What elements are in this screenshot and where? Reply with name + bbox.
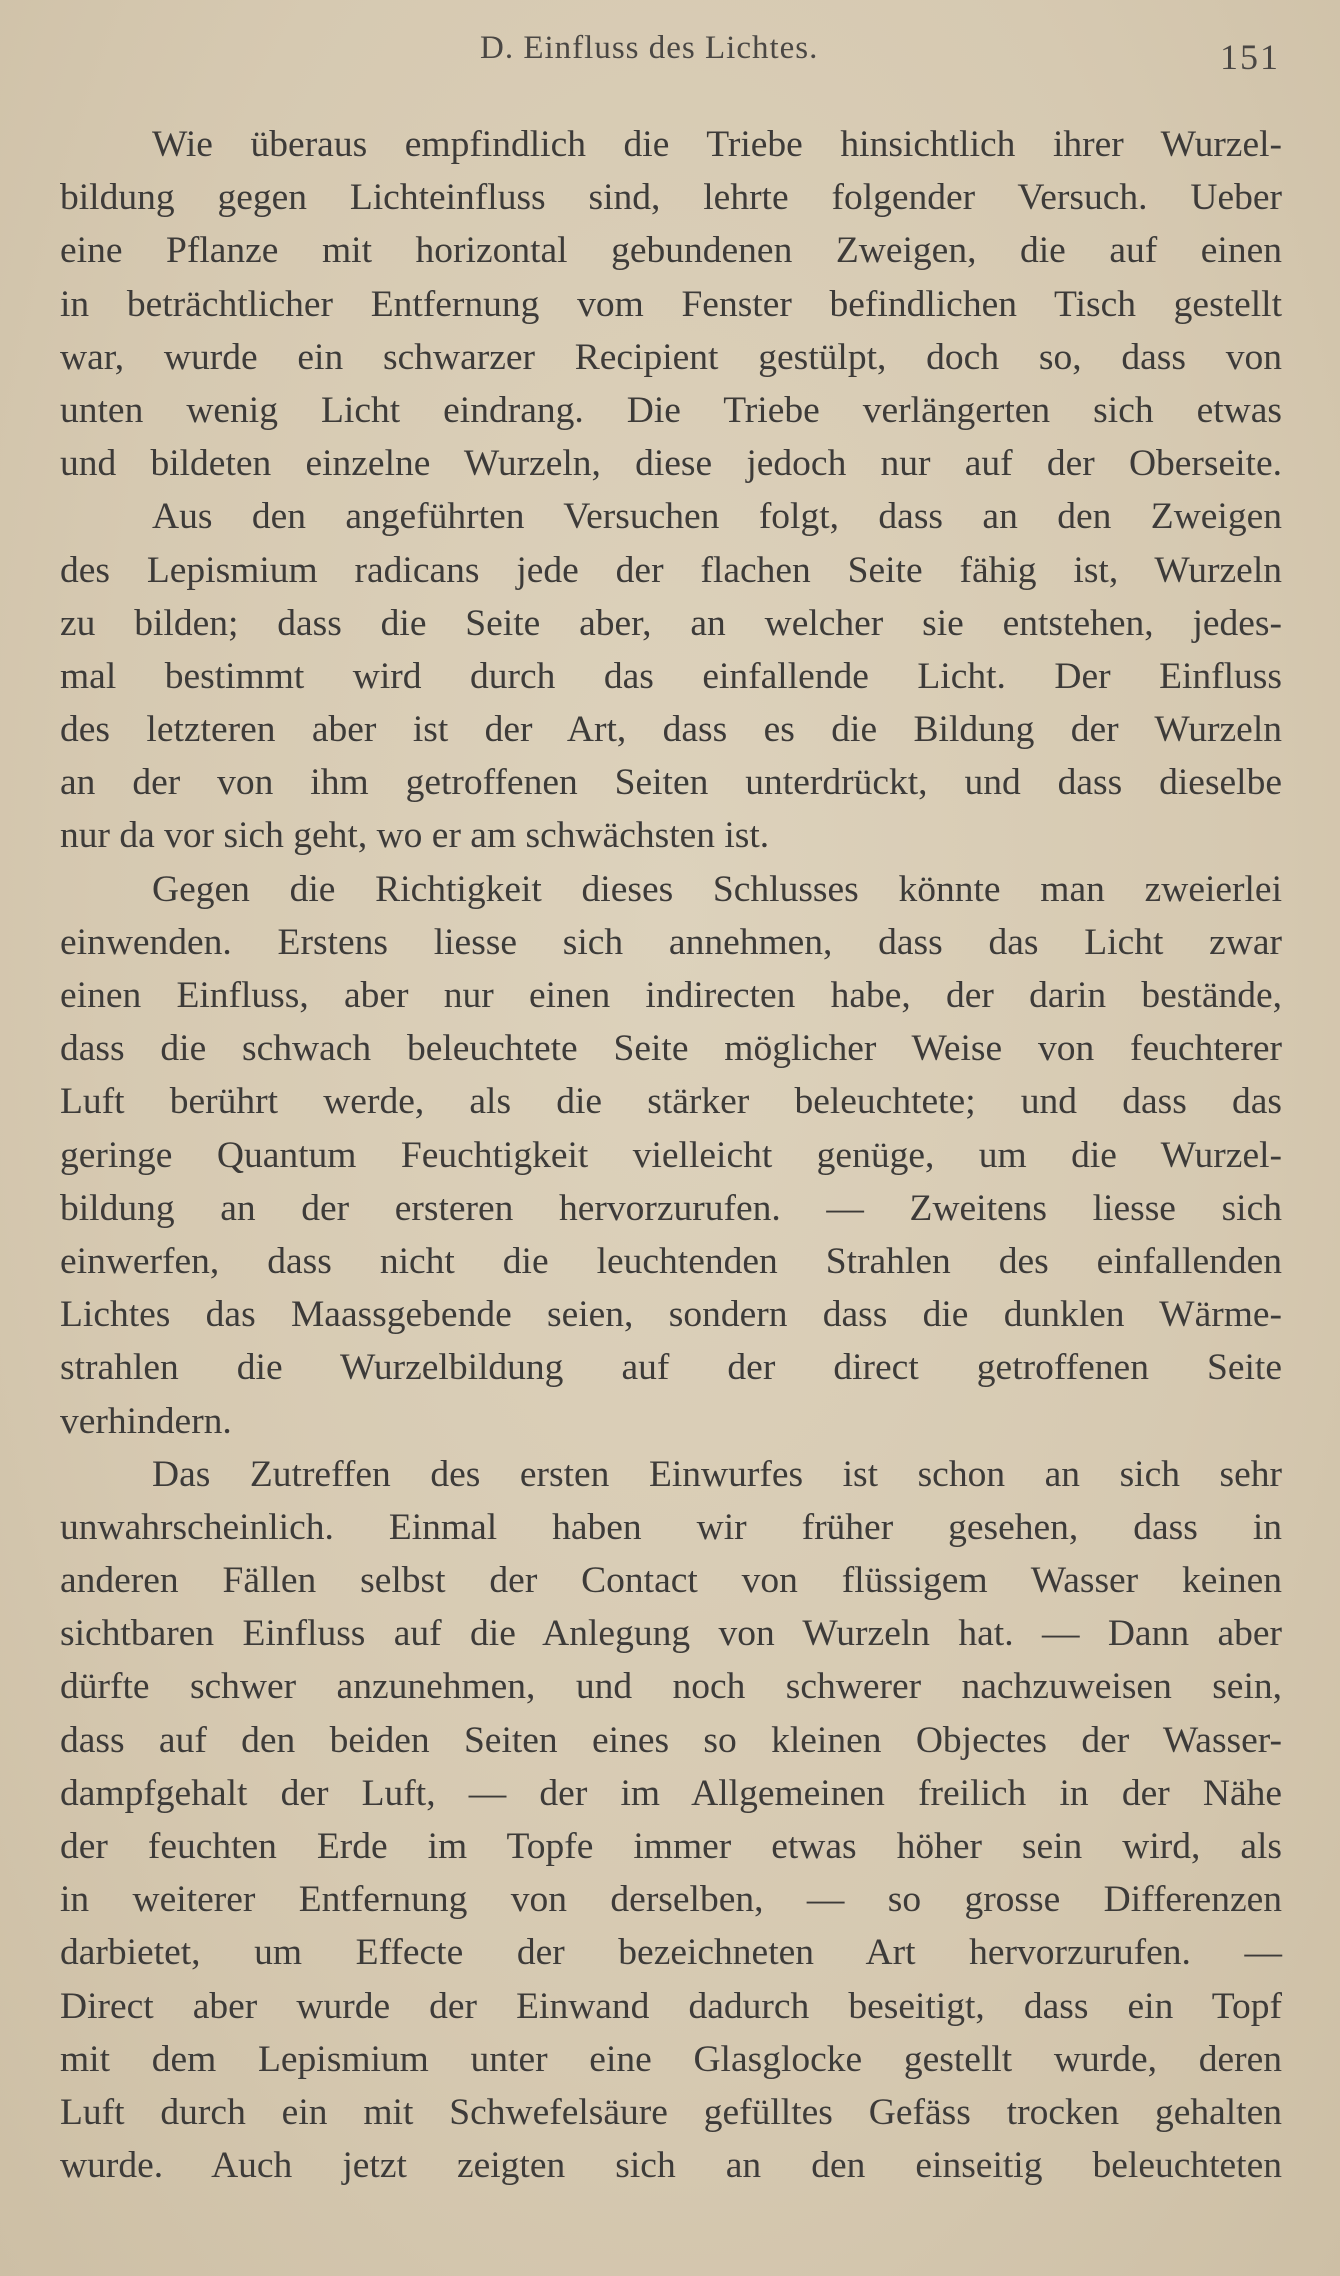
text-line: dass auf den beiden Seiten eines so kleinen Objectes der Wasser- [60, 1719, 1282, 1761]
paragraph [60, 118, 1282, 490]
text-line: des letzteren aber ist der Art, dass es die Bildung der Wurzeln [60, 709, 1282, 751]
text-line: Luft durch ein mit Schwefelsäure gefülltes Gefäss trocken gehalten [60, 2091, 1282, 2133]
text-line: bildung an der ersteren hervorzurufen. — Zweitens liesse sich [60, 1187, 1282, 1229]
text-line: verhindern. [60, 1400, 232, 1442]
paragraph [60, 490, 1282, 862]
text-line: bildung gegen Lichteinfluss sind, lehrte folgender Versuch. Ueber [60, 177, 1282, 219]
text-line: mit dem Lepismium unter eine Glasglocke gestellt wurde, deren [60, 2038, 1282, 2080]
text-line: in beträchtlicher Entfernung vom Fenster befindlichen Tisch gestellt [60, 283, 1282, 325]
text-line: zu bilden; dass die Seite aber, an welcher sie entstehen, jedes- [60, 602, 1282, 644]
page-number: 151 [1220, 37, 1280, 77]
text-line: wurde. Auch jetzt zeigten sich an den einseitig beleuchteten [60, 2145, 1282, 2187]
text-line: in weiterer Entfernung von derselben, — so grosse Differenzen [60, 1879, 1282, 1921]
text-line: Luft berührt werde, als die stärker beleuchtete; und dass das [60, 1081, 1282, 1123]
text-line: sichtbaren Einfluss auf die Anlegung von Wurzeln hat. — Dann aber [60, 1613, 1282, 1655]
paragraph [60, 863, 1282, 1448]
text-line: dürfte schwer anzunehmen, und noch schwerer nachzuweisen sein, [60, 1666, 1282, 1708]
text-line: war, wurde ein schwarzer Recipient gestülpt, doch so, dass von [60, 336, 1282, 378]
text-line: des Lepismium radicans jede der flachen Seite fähig ist, Wurzeln [60, 549, 1282, 591]
text-line: dampfgehalt der Luft, — der im Allgemeinen freilich in der Nähe [60, 1772, 1282, 1814]
paragraph [60, 1448, 1282, 2193]
text-line: der feuchten Erde im Topfe immer etwas höher sein wird, als [60, 1826, 1282, 1867]
text-line: einen Einfluss, aber nur einen indirecten habe, der darin bestände, [60, 975, 1282, 1016]
text-line: einwerfen, dass nicht die leuchtenden Strahlen des einfallenden [60, 1240, 1282, 1282]
text-line: Das Zutreffen des ersten Einwurfes ist schon an sich sehr [152, 1453, 1282, 1495]
text-line: Lichtes das Maassgebende seien, sondern dass die dunklen Wärme- [60, 1294, 1282, 1336]
text-line: und bildeten einzelne Wurzeln, diese jedoch nur auf der Oberseite. [60, 443, 1282, 485]
text-line: anderen Fällen selbst der Contact von flüssigem Wasser keinen [60, 1560, 1282, 1602]
text-line: mal bestimmt wird durch das einfallende Licht. Der Einfluss [60, 655, 1282, 697]
text-line: dass die schwach beleuchtete Seite möglicher Weise von feuchterer [60, 1028, 1282, 1070]
text-line: nur da vor sich geht, wo er am schwächsten ist. [60, 815, 770, 857]
text-line: Wie überaus empfindlich die Triebe hinsichtlich ihrer Wurzel- [152, 124, 1282, 165]
text-line: darbietet, um Effecte der bezeichneten Art hervorzurufen. — [60, 1932, 1282, 1974]
text-line: Gegen die Richtigkeit dieses Schlusses könnte man zweierlei [152, 868, 1282, 910]
text-line: einwenden. Erstens liesse sich annehmen, dass das Licht zwar [60, 921, 1282, 963]
text-line: geringe Quantum Feuchtigkeit vielleicht genüge, um die Wurzel- [60, 1134, 1282, 1176]
body-text [60, 118, 1282, 2192]
text-line: Aus den angeführten Versuchen folgt, dass an den Zweigen [152, 496, 1282, 538]
text-line: strahlen die Wurzelbildung auf der direct getroffenen Seite [60, 1347, 1282, 1389]
text-line: Direct aber wurde der Einwand dadurch beseitigt, dass ein Topf [60, 1985, 1282, 2027]
text-line: unwahrscheinlich. Einmal haben wir früher gesehen, dass in [60, 1506, 1282, 1548]
text-line: an der von ihm getroffenen Seiten unterdrückt, und dass dieselbe [60, 762, 1282, 804]
text-line: eine Pflanze mit horizontal gebundenen Zweigen, die auf einen [60, 230, 1282, 272]
running-head: D. Einfluss des Lichtes. [480, 30, 819, 66]
page-header [0, 22, 1340, 82]
text-line: unten wenig Licht eindrang. Die Triebe verlängerten sich etwas [60, 389, 1282, 431]
